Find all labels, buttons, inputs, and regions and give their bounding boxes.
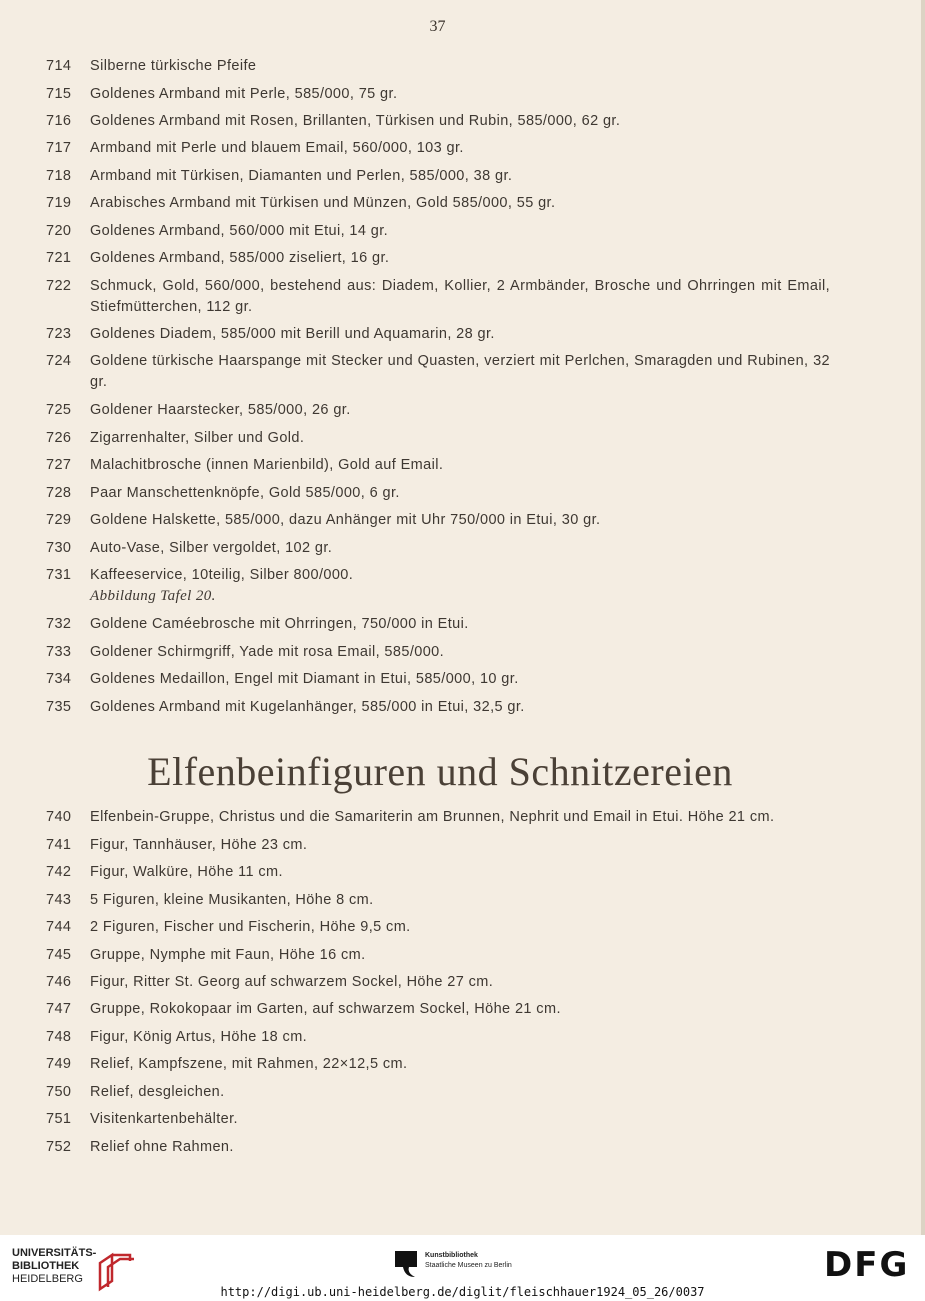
entry-number: 731	[46, 567, 72, 583]
entry-number: 751	[46, 1111, 72, 1127]
ub-line-2: BIBLIOTHEK	[12, 1260, 80, 1272]
entry-number: 729	[46, 512, 72, 528]
entry-number: 730	[46, 540, 72, 556]
entry-number: 716	[46, 113, 72, 129]
entry-number: 719	[46, 195, 72, 211]
ub-line-1: UNIVERSITÄTS-	[12, 1247, 97, 1259]
entry-number: 746	[46, 974, 72, 990]
entry-text: Gruppe, Nymphe mit Faun, Höhe 16 cm.	[90, 947, 366, 963]
permalink-url[interactable]: http://digi.ub.uni-heidelberg.de/diglit/fleischhauer1924_05_26/0037	[220, 1285, 705, 1299]
entry-text: Armband mit Türkisen, Diamanten und Perlen, 585/000, 38 gr.	[90, 168, 513, 184]
entry-text: Goldene Halskette, 585/000, dazu Anhänger mit Uhr 750/000 in Etui, 30 gr.	[90, 512, 601, 528]
entry-text: Armband mit Perle und blauem Email, 560/000, 103 gr.	[90, 140, 464, 156]
entry-number: 742	[46, 864, 72, 880]
entry-number: 715	[46, 86, 72, 102]
entry-text: 5 Figuren, kleine Musikanten, Höhe 8 cm.	[90, 892, 374, 908]
entry-number: 740	[46, 809, 72, 825]
entry-text: Malachitbrosche (innen Marienbild), Gold auf Email.	[90, 457, 444, 473]
entry-number: 718	[46, 168, 72, 184]
entry-text: Silberne türkische Pfeife	[90, 58, 257, 74]
kunstbibliothek-mark-icon	[395, 1249, 421, 1279]
kunstbibliothek-logo[interactable]	[395, 1245, 595, 1285]
entry-number: 752	[46, 1139, 72, 1155]
dfg-logo[interactable]: DFG	[824, 1245, 910, 1285]
entry-number: 748	[46, 1029, 72, 1045]
entry-text: Goldenes Armband mit Kugelanhänger, 585/000 in Etui, 32,5 gr.	[90, 699, 525, 715]
entry-number: 734	[46, 671, 72, 687]
entry-note: Abbildung Tafel 20.	[90, 588, 216, 604]
entry-number: 721	[46, 250, 72, 266]
entry-number: 745	[46, 947, 72, 963]
digitization-footer	[0, 1235, 925, 1301]
entry-text: Goldenes Armband, 560/000 mit Etui, 14 gr.	[90, 223, 389, 239]
entry-text: Elfenbein-Gruppe, Christus und die Samariterin am Brunnen, Nephrit und Email in Etui. Höhe 21 cm.	[90, 809, 775, 825]
entry-number: 744	[46, 919, 72, 935]
entry-text: Arabisches Armband mit Türkisen und Münzen, Gold 585/000, 55 gr.	[90, 195, 556, 211]
entry-text: Goldenes Medaillon, Engel mit Diamant in Etui, 585/000, 10 gr.	[90, 671, 519, 687]
entry-number: 732	[46, 616, 72, 632]
entry-text: Goldenes Diadem, 585/000 mit Berill und Aquamarin, 28 gr.	[90, 326, 495, 342]
kb-name: Kunstbibliothek	[425, 1252, 478, 1259]
page-edge	[921, 0, 925, 1235]
entry-number: 720	[46, 223, 72, 239]
entry-text: Relief, desgleichen.	[90, 1084, 225, 1100]
entry-text: Auto-Vase, Silber vergoldet, 102 gr.	[90, 540, 333, 556]
entry-number: 743	[46, 892, 72, 908]
entry-text-block	[90, 565, 830, 607]
kb-subtitle: Staatliche Museen zu Berlin	[425, 1262, 512, 1269]
entry-text: Zigarrenhalter, Silber und Gold.	[90, 430, 305, 446]
kunstbibliothek-wordmark	[425, 1251, 512, 1271]
entry-text: 2 Figuren, Fischer und Fischerin, Höhe 9,5 cm.	[90, 919, 411, 935]
entry-text: Relief ohne Rahmen.	[90, 1139, 234, 1155]
entry-number: 723	[46, 326, 72, 342]
entry-number: 728	[46, 485, 72, 501]
entry-text: Goldenes Armband mit Rosen, Brillanten, Türkisen und Rubin, 585/000, 62 gr.	[90, 113, 621, 129]
entry-number: 741	[46, 837, 72, 853]
entry-text: Goldenes Armband, 585/000 ziseliert, 16 gr.	[90, 250, 390, 266]
entry-number: 750	[46, 1084, 72, 1100]
entry-text: Schmuck, Gold, 560/000, bestehend aus: Diadem, Kollier, 2 Armbänder, Brosche und Ohrringen mit Email, Stiefmütterchen, 112 gr.	[90, 278, 830, 315]
ub-heidelberg-wordmark	[12, 1247, 96, 1286]
entry-number: 733	[46, 644, 72, 660]
entry-text: Goldener Schirmgriff, Yade mit rosa Email, 585/000.	[90, 644, 445, 660]
ub-line-3: HEIDELBERG	[12, 1273, 83, 1285]
entry-text: Goldenes Armband mit Perle, 585/000, 75 gr.	[90, 86, 398, 102]
entry-text: Figur, Ritter St. Georg auf schwarzem Sockel, Höhe 27 cm.	[90, 974, 494, 990]
entry-text: Paar Manschettenknöpfe, Gold 585/000, 6 gr.	[90, 485, 400, 501]
entry-number: 727	[46, 457, 72, 473]
entry-text: Relief, Kampfszene, mit Rahmen, 22×12,5 cm.	[90, 1056, 408, 1072]
entry-text: Kaffeeservice, 10teilig, Silber 800/000.	[90, 567, 354, 583]
entry-text: Figur, Walküre, Höhe 11 cm.	[90, 864, 283, 880]
entry-text: Visitenkartenbehälter.	[90, 1111, 238, 1127]
entry-number: 717	[46, 140, 72, 156]
entry-text: Goldene türkische Haarspange mit Stecker und Quasten, verziert mit Perlchen, Smaragden und Rubinen, 32 gr.	[90, 353, 830, 390]
entry-number: 725	[46, 402, 72, 418]
page-number: 37	[429, 18, 446, 35]
entry-number: 714	[46, 58, 72, 74]
entry-number: 726	[46, 430, 72, 446]
entry-text: Goldener Haarstecker, 585/000, 26 gr.	[90, 402, 351, 418]
entry-number: 749	[46, 1056, 72, 1072]
entry-number: 724	[46, 353, 72, 369]
entry-text: Gruppe, Rokokopaar im Garten, auf schwarzem Sockel, Höhe 21 cm.	[90, 1001, 561, 1017]
entry-number: 722	[46, 278, 72, 294]
entry-text: Figur, König Artus, Höhe 18 cm.	[90, 1029, 308, 1045]
entry-text: Goldene Caméebrosche mit Ohrringen, 750/000 in Etui.	[90, 616, 469, 632]
entry-number: 735	[46, 699, 72, 715]
entry-number: 747	[46, 1001, 72, 1017]
section-heading: Elfenbeinfiguren und Schnitzereien	[147, 749, 733, 794]
entry-text: Figur, Tannhäuser, Höhe 23 cm.	[90, 837, 308, 853]
